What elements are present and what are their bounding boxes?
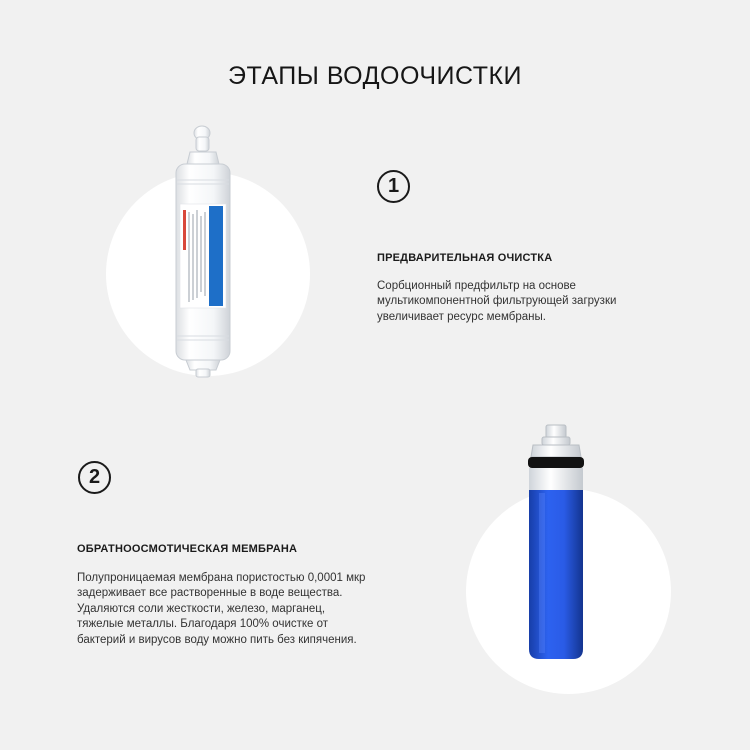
step-description-1: Сорбционный предфильтр на основе мультикомпонентной фильтрующей загрузки увеличивает ресурс мембраны. [377, 280, 617, 323]
prefilter-cartridge-image [162, 122, 254, 378]
step-number-2: 2 [78, 461, 111, 494]
page-title: ЭТАПЫ ВОДООЧИСТКИ [227, 62, 523, 90]
step-heading-2: ОБРАТНООСМОТИЧЕСКАЯ МЕМБРАНА [77, 543, 298, 555]
step-number-1: 1 [377, 170, 410, 203]
ro-membrane-image [513, 423, 603, 663]
step-description-2: Полупроницаемая мембрана пористостью 0,0001 мкр задерживает все растворенные в воде вещества. Удаляются соли жесткости, железо, марганец, тяжелые металлы. Благодаря 100% очистке от бактерий и вирусов воду можно пить без кипячения. [77, 572, 366, 646]
step-heading-1: ПРЕДВАРИТЕЛЬНАЯ ОЧИСТКА [377, 252, 553, 264]
